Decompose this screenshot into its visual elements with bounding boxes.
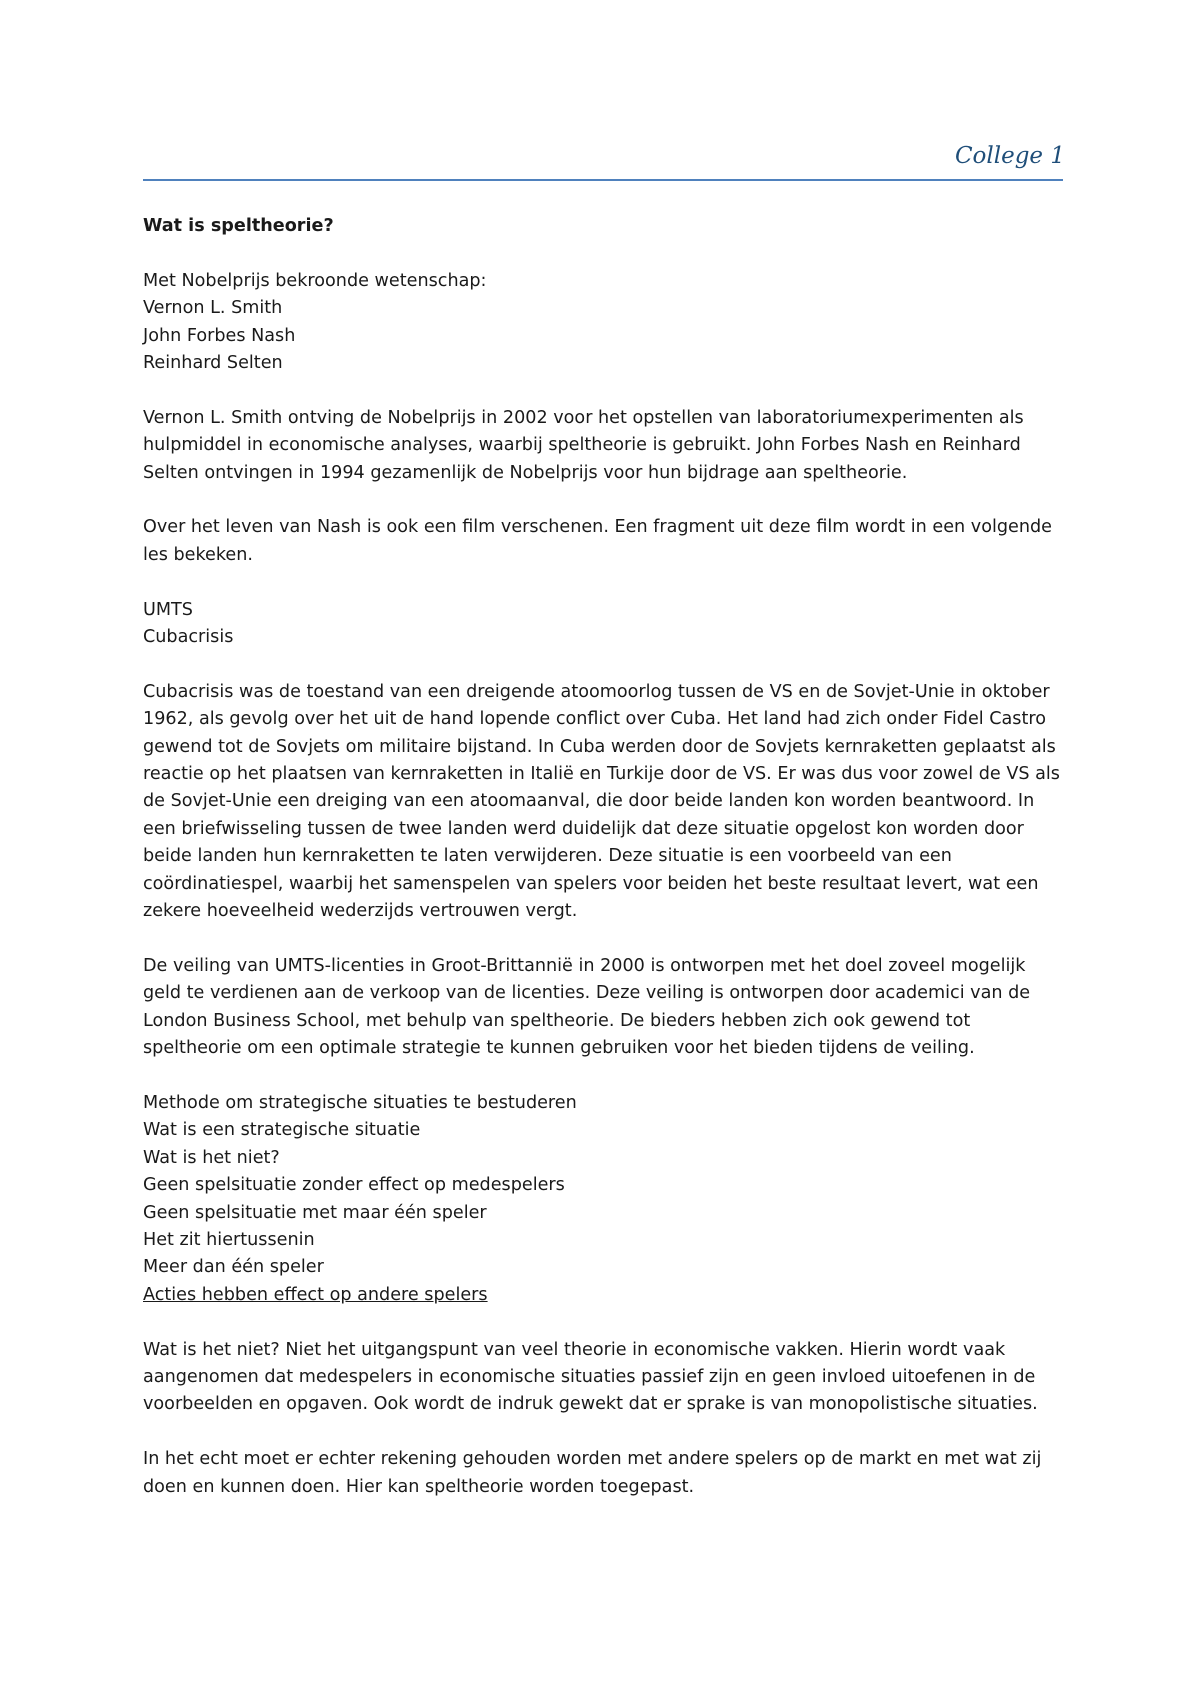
paragraph-gap bbox=[143, 240, 1063, 267]
method-line: Geen spelsituatie met maar één speler bbox=[143, 1202, 487, 1223]
paragraph-gap bbox=[143, 651, 1063, 678]
method-line: Wat is een strategische situatie bbox=[143, 1120, 421, 1141]
paragraph-gap bbox=[143, 1309, 1063, 1336]
laureate-item: Vernon L. Smith bbox=[143, 298, 283, 319]
paragraph-gap bbox=[143, 569, 1063, 596]
example-item: Cubacrisis bbox=[143, 627, 234, 648]
paragraph-cuba: Cubacrisis was de toestand van een dreigende atoomoorlog tussen de VS en de Sovjet-Unie in oktober 1962, als gevolg over het uit de hand lopende conflict over Cuba. Het land had zich onder Fidel Castro gewend tot de Sovjets om militaire bijstand. In Cuba werden door de Sovjets kernraketten geplaatst als reactie op het plaatsen van kernraketten in Italië en Turkije door de VS. Er was dus voor zowel de VS als de Sovjet-Unie een dreiging van een atoomaanval, die door beide landen kon worden beantwoord. In een briefwisseling tussen de twee landen werd duidelijk dat deze situatie opgelost kon worden door beide landen hun kernraketten te laten verwijderen. Deze situatie is een voorbeeld van een coördinatiespel, waarbij het samenspelen van spelers voor beiden het beste resultaat levert, wat een zekere hoeveelheid wederzijds vertrouwen vergt. bbox=[143, 681, 1060, 922]
paragraph-film: Over het leven van Nash is ook een film verschenen. Een fragment uit deze film wordt in een volgende les bekeken. bbox=[143, 517, 1052, 565]
paragraph-echt: In het echt moet er echter rekening gehouden worden met andere spelers op de markt en met wat zij doen en kunnen doen. Hier kan speltheorie worden toegepast. bbox=[143, 1449, 1042, 1497]
header-title: College 1 bbox=[954, 143, 1065, 169]
header-rule bbox=[143, 179, 1063, 181]
paragraph-umts: De veiling van UMTS-licenties in Groot-Brittannië in 2000 is ontworpen met het doel zoveel mogelijk geld te verdienen aan de verkoop van de licenties. Deze veiling is ontworpen door academici van de London Business School, met behulp van speltheorie. De bieders hebben zich ook gewend tot speltheorie om een optimale strategie te kunnen gebruiken voor het bieden tijdens de veiling. bbox=[143, 955, 1031, 1059]
section-heading: Wat is speltheorie? bbox=[143, 216, 334, 236]
paragraph-gap bbox=[143, 1419, 1063, 1446]
paragraph-nobel: Vernon L. Smith ontving de Nobelprijs in 2002 voor het opstellen van laboratoriumexperimenten als hulpmiddel in economische analyses, waarbij speltheorie is gebruikt. John Forbes Nash en Reinhard Selten ontvingen in 1994 gezamenlijk de Nobelprijs voor hun bijdrage aan speltheorie. bbox=[143, 407, 1024, 483]
paragraph-gap bbox=[143, 377, 1063, 404]
example-item: UMTS bbox=[143, 599, 193, 620]
method-line-underlined: Acties hebben effect op andere spelers bbox=[143, 1284, 488, 1305]
document-body bbox=[143, 213, 1063, 1501]
paragraph-niet: Wat is het niet? Niet het uitgangspunt van veel theorie in economische vakken. Hierin wordt vaak aangenomen dat medespelers in economische situaties passief zijn en geen invloed uitoefenen in de voorbeelden en opgaven. Ook wordt de indruk gewekt dat er sprake is van monopolistische situaties. bbox=[143, 1339, 1038, 1415]
paragraph-gap bbox=[143, 487, 1063, 514]
laureate-item: Reinhard Selten bbox=[143, 353, 283, 374]
method-line: Het zit hiertussenin bbox=[143, 1229, 315, 1250]
paragraph-gap bbox=[143, 925, 1063, 952]
method-line: Meer dan één speler bbox=[143, 1257, 324, 1278]
paragraph-gap bbox=[143, 1063, 1063, 1090]
nobel-intro: Met Nobelprijs bekroonde wetenschap: bbox=[143, 270, 487, 291]
method-line: Geen spelsituatie zonder effect op medespelers bbox=[143, 1175, 565, 1196]
method-line: Methode om strategische situaties te bestuderen bbox=[143, 1092, 577, 1113]
method-line: Wat is het niet? bbox=[143, 1147, 280, 1168]
laureate-item: John Forbes Nash bbox=[143, 325, 296, 346]
